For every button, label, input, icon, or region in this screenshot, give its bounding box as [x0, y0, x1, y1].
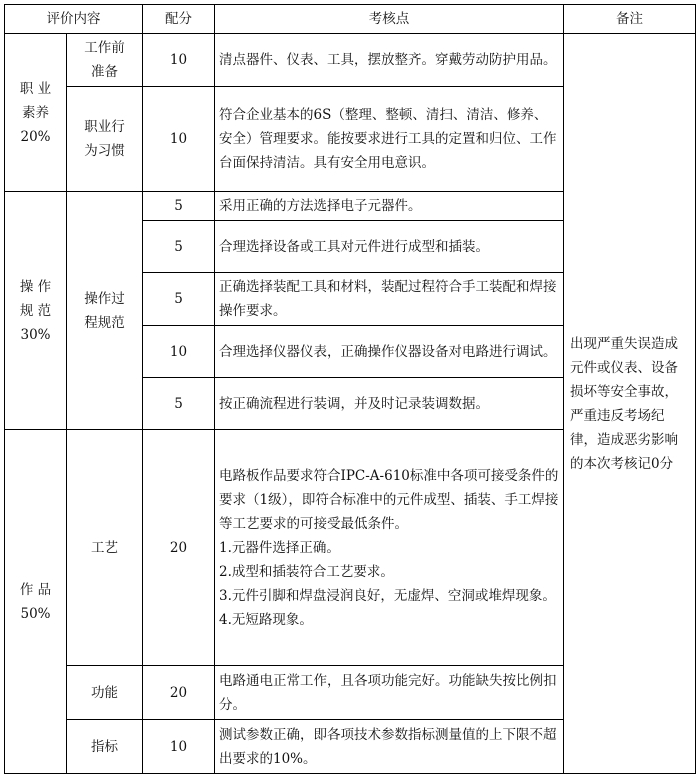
- assessment-table: [4, 4, 696, 774]
- criteria-cell: 符合企业基本的6S（整理、整顿、清扫、清洁、修养、安全）管理要求。能按要求进行工具的定置和归位、工作台面保持清洁。具有安全用电意识。: [215, 87, 564, 192]
- subcategory-line: 操作过: [84, 290, 125, 307]
- subcategory-line: 准备: [91, 64, 118, 80]
- category-name: 操 作: [19, 278, 52, 295]
- subcategory-craft: 工艺: [67, 430, 143, 666]
- criteria-point: 2.成型和插装符合工艺要求。: [219, 563, 394, 580]
- criteria-point: 4.无短路现象。: [219, 611, 313, 628]
- criteria-cell: 电路通电正常工作，且各项功能完好。功能缺失按比例扣分。: [215, 666, 564, 720]
- category-name: 作 品: [19, 581, 52, 598]
- criteria-cell: 测试参数正确，即各项技术参数指标测量值的上下限不超出要求的10%。: [215, 720, 564, 774]
- score-cell: 10: [143, 87, 215, 192]
- category-name: 职 业: [19, 80, 52, 97]
- score-cell: 20: [143, 666, 215, 720]
- criteria-cell: [215, 430, 564, 666]
- criteria-intro: 电路板作品要求符合IPC-A-610标准中各项可接受条件的要求（1级），即符合标准中的元件成型、插装、手工焊接等工艺要求的可接受最低条件。: [219, 467, 559, 532]
- criteria-point: 3.元件引脚和焊盘浸润良好，无虚焊、空洞或堆焊现象。: [219, 587, 556, 604]
- table-row: [5, 34, 696, 87]
- criteria-cell: 正确选择装配工具和材料，装配过程符合手工装配和焊接操作要求。: [215, 273, 564, 326]
- header-criteria: 考核点: [215, 5, 564, 34]
- score-cell: 10: [143, 326, 215, 378]
- subcategory-line: 为习惯: [84, 143, 125, 159]
- criteria-cell: 按正确流程进行装调，并及时记录装调数据。: [215, 378, 564, 430]
- score-cell: 10: [143, 720, 215, 774]
- subcategory-function: 功能: [67, 666, 143, 720]
- subcategory-line: 职业行: [84, 119, 125, 135]
- category-operation: [5, 192, 67, 430]
- criteria-cell: 采用正确的方法选择电子元器件。: [215, 192, 564, 221]
- score-cell: 5: [143, 221, 215, 273]
- header-row: [5, 5, 696, 34]
- score-cell: 5: [143, 378, 215, 430]
- score-cell: 10: [143, 34, 215, 87]
- remarks-cell: 出现严重失误造成元件或仪表、设备损坏等安全事故，严重违反考场纪律，造成恶劣影响的本次考核记0分: [564, 34, 696, 774]
- criteria-cell: 清点器件、仪表、工具，摆放整齐。穿戴劳动防护用品。: [215, 34, 564, 87]
- category-work: [5, 430, 67, 774]
- header-score: 配分: [143, 5, 215, 34]
- subcategory-prep: [67, 34, 143, 87]
- category-name-2: 规 范: [19, 302, 52, 319]
- subcategory-metrics: 指标: [67, 720, 143, 774]
- category-weight: 20%: [20, 128, 51, 145]
- category-name-2: 素养: [22, 104, 49, 121]
- criteria-cell: 合理选择仪器仪表，正确操作仪器设备对电路进行调试。: [215, 326, 564, 378]
- category-weight: 50%: [20, 605, 51, 622]
- subcategory-process: [67, 192, 143, 430]
- subcategory-habits: [67, 87, 143, 192]
- criteria-cell: 合理选择设备或工具对元件进行成型和插装。: [215, 221, 564, 273]
- category-professional: [5, 34, 67, 192]
- criteria-point: 1.元器件选择正确。: [219, 539, 340, 556]
- score-cell: 5: [143, 192, 215, 221]
- subcategory-line: 程规范: [84, 314, 125, 331]
- score-cell: 5: [143, 273, 215, 326]
- score-cell: 20: [143, 430, 215, 666]
- subcategory-line: 工作前: [84, 40, 125, 56]
- category-weight: 30%: [20, 326, 51, 343]
- header-remarks: 备注: [564, 5, 696, 34]
- header-category: 评价内容: [5, 5, 143, 34]
